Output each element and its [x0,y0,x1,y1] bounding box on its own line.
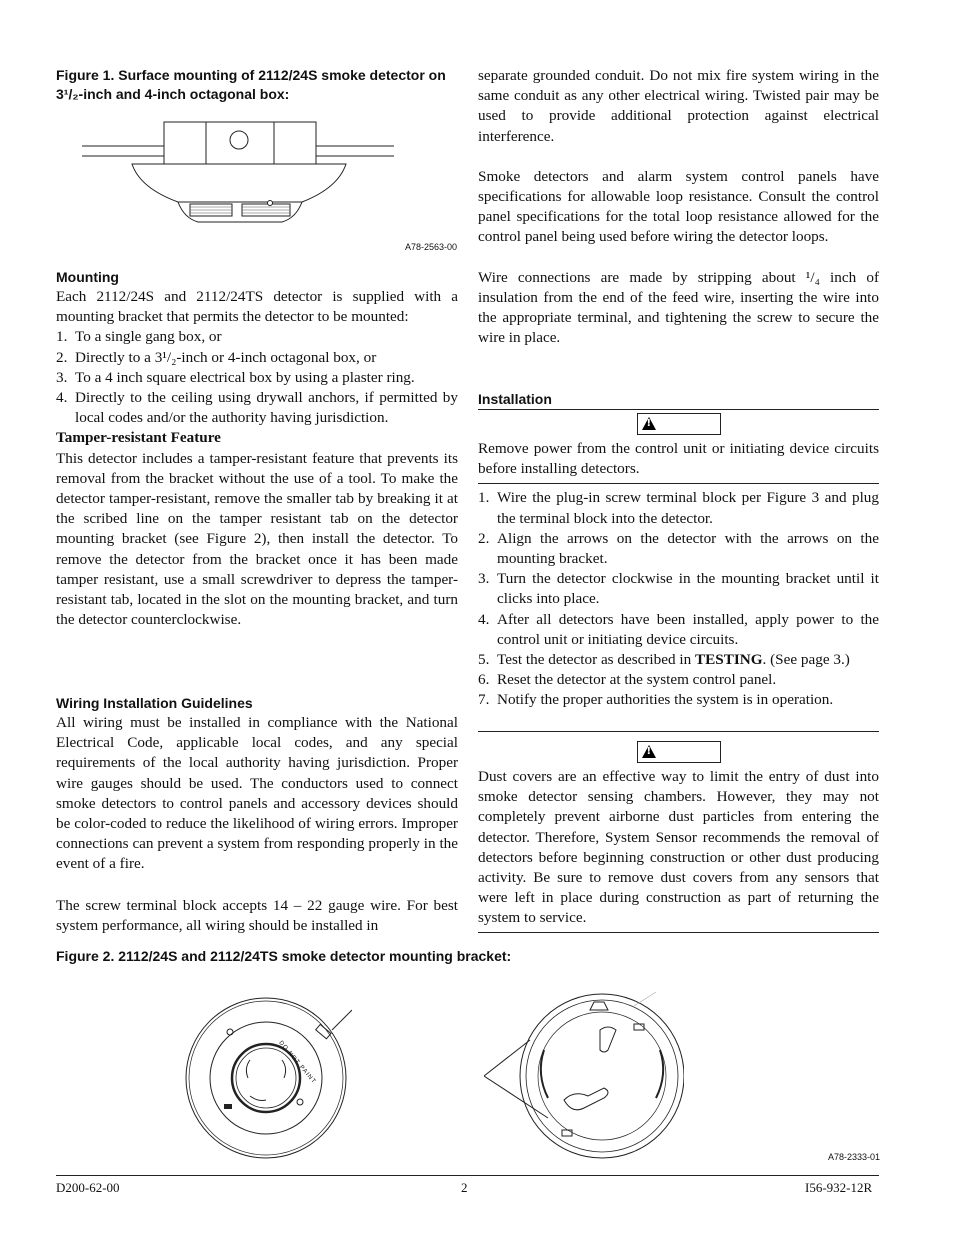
list-item: 6. Reset the detector at the system control panel. [478,671,777,689]
wiring-paragraph-1: All wiring must be installed in compliance with the National Electrical Code, applicable local codes, and any special requirements of the local authority having jurisdiction. Proper wire gauges should be used. The conductors used to connect smoke detectors to control panels and accessory devices should be color-coded to reduce the likelihood of wiring errors. Improper connections can prevent a system from responding properly in the event of a fire. [56,714,458,873]
list-item: 7. Notify the proper authorities the system is in operation. [478,691,834,709]
footer-rule [56,1175,879,1176]
figure-2-caption: Figure 2. 2112/24S and 2112/24TS smoke detector mounting bracket: [56,948,512,964]
figure-2-code: A78-2333-01 [828,1152,881,1162]
mounting-heading: Mounting [56,269,119,285]
wiring-paragraph-3: Smoke detectors and alarm system control panels have specifications for allowable loop resistance. Consult the control panel specifications for the total loop resistance allowed for the control panel being used before wiring the detector loops. [478,167,879,246]
figure-1-code: A78-2563-00 [405,242,458,252]
figure-2-bracket-left [180,992,352,1164]
warning-icon [642,745,656,758]
warning-label [637,413,721,435]
list-item: 3. Turn the detector clockwise in the mounting bracket until it clicks into place. [478,570,879,608]
tamper-heading: Tamper-resistant Feature [56,429,221,447]
list-item: 4. Directly to the ceiling using drywall anchors, if permitted by local codes and/or the authority having jurisdiction. [56,389,458,427]
tamper-text: This detector includes a tamper-resistant feature that prevents its removal from the bracket without the use of a tool. To make the detector tamper-resistant, remove the smaller tab by breaking it at the scribed line on the tamper resistant tab on the detector mounting bracket (see Figure 2), then install the detector. To remove the detector from the bracket once it has been made tamper resistant, use a small screwdriver to depress the tamper-resistant tab, located in the slot on the mounting bracket, and turn the detector counterclockwise. [56,449,458,629]
footer-part-number: I56-932-12R [805,1180,873,1195]
list-item: 2. Align the arrows on the detector with the arrows on the mounting bracket. [478,529,879,568]
list-item: 2. Directly to a 3¹/₂-inch or 4-inch octagonal box, or [56,348,377,366]
page-number: 2 [461,1180,468,1195]
installation-list [478,488,879,710]
mounting-list [56,327,458,428]
figure-1-illustration [82,118,394,230]
wiring-paragraph-2-end: separate grounded conduit. Do not mix fire system wiring in the same conduit as any other electrical wiring. Twisted pair may be used to provide additional protection against electrical interference. [478,67,879,145]
warning-icon [642,417,656,430]
list-item: 5. Test the detector as described in TESTING. (See page 3.) [478,651,850,669]
mounting-intro: Each 2112/24S and 2112/24TS detector is supplied with a mounting bracket that permits the detector to be mounted: [56,288,458,326]
list-item: 1. To a single gang box, or [56,328,222,346]
caution-label [637,741,721,763]
figure-1-caption: Figure 1. Surface mounting of 2112/24S smoke detector on 3¹/₂-inch and 4-inch octagonal box: [56,67,446,102]
list-item: 4. After all detectors have been installed, apply power to the control unit or initiating device circuits. [478,610,879,648]
installation-heading: Installation [478,391,552,407]
list-item: 3. To a 4 inch square electrical box by using a plaster ring. [56,368,415,386]
wiring-paragraph-2-start: The screw terminal block accepts 14 – 22 gauge wire. For best system performance, all wiring should be installed in [56,897,458,935]
figure-2-tab-label: DO NOT PAINT [277,1040,317,1086]
figure-2-bracket-right [484,990,684,1162]
footer-doc-number: D200-62-00 [56,1180,120,1195]
wiring-paragraph-4: Wire connections are made by stripping about ¹/₄ inch of insulation from the end of the feed wire, inserting the wire into the appropriate terminal, and tightening the screw to secure the wire in place. [478,268,879,347]
wiring-heading: Wiring Installation Guidelines [56,695,253,711]
installation-warning-text: Remove power from the control unit or initiating device circuits before installing detectors. [478,440,879,478]
list-item: 1. Wire the plug-in screw terminal block per Figure 3 and plug the terminal block into the detector. [478,489,879,527]
dust-cover-text: Dust covers are an effective way to limit the entry of dust into smoke detector sensing chambers. However, they may not completely prevent airborne dust particles from entering the detector. Therefore, System Sensor recommends the removal of detectors before beginning construction or other dust producing activity. Be sure to remove dust covers from any sensors that were left in place during construction as part of returning the system to service. [478,768,879,927]
